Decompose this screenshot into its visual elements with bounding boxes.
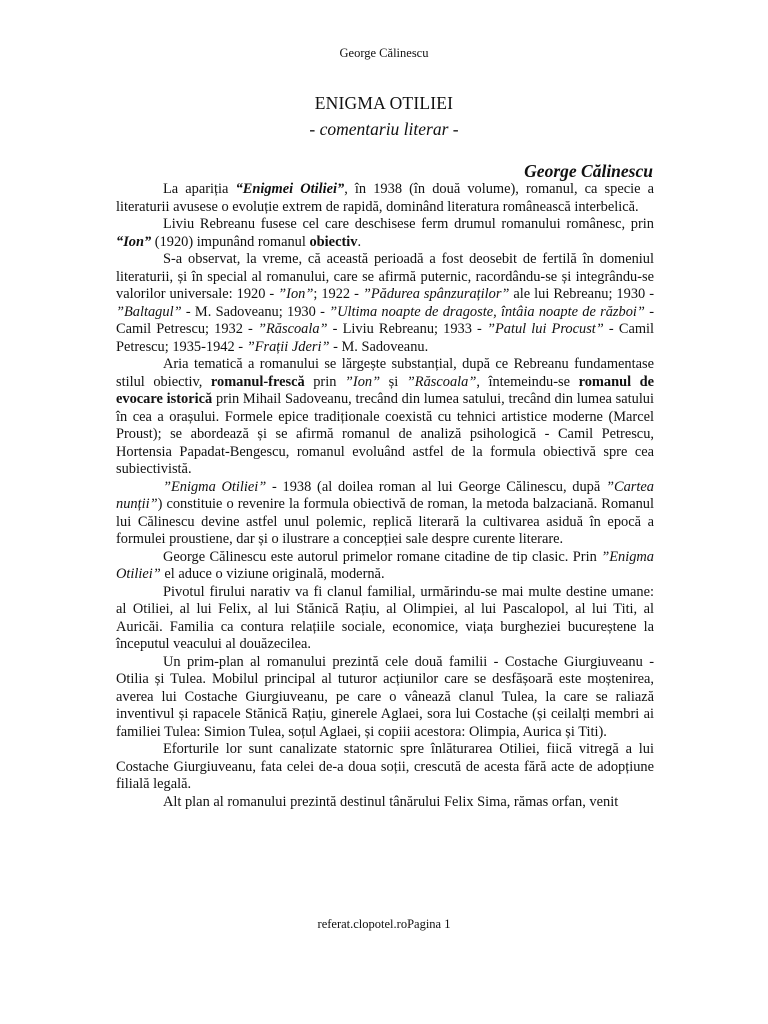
- italic-text: ”Pădurea spânzuraților”: [362, 286, 510, 302]
- document-title: ENIGMA OTILIEI: [314, 93, 454, 113]
- italic-text: ”Răscoala”: [406, 373, 477, 390]
- paragraph: [116, 356, 654, 479]
- text-run: Pivotul firului narativ va fi clanul familial, urmărindu-se mai multe destine umane: al Otiliei, al lui Felix, al lui Stănică Rațiu, al Olimpiei, al lui Pascalopol, al lui Titi, al Auricăi. Familia ca contura relațiile sociale, economice, viața burgheziei bucureștene la începutul veacului al douăzecilea.: [116, 583, 654, 652]
- text-run: - 1938 (al doilea roman al lui George Călinescu, după: [266, 478, 606, 495]
- text-run: La apariția: [163, 181, 236, 197]
- italic-text: ”Enigma Otiliei”: [163, 478, 267, 495]
- italic-text: ”Ion”: [278, 286, 314, 302]
- text-run: Aria tematică a romanului se lărgește substanțial, după ce Rebreanu fundamentase stilul obiectiv,: [116, 356, 654, 390]
- bold-text: romanul-frescă: [210, 373, 305, 390]
- running-header: George Călinescu: [339, 46, 429, 60]
- text-run: și: [380, 373, 407, 390]
- italic-text: ”Cartea nunții”: [116, 478, 654, 512]
- text-run: Un prim-plan al romanului prezintă cele două familii - Costache Giurgiuveanu - Otilia și Tulea. Mobilul principal al tuturor acțiunilor care se desfășoară este moștenirea, averea lui Costache Giurgiuveanu, pe care o vânează clanul Tulea, la care se raliază inventivul și rapacele Stănică Rațiu, ginerele Aglaei, sora lui Costache (și ceilalți membri ai familiei Tulea: Simion Tulea, soțul Aglaei, și copiii acestora: Olimpia, Aurica și Titi).: [116, 653, 654, 740]
- text-run: - Camil Petrescu; 1932 -: [116, 303, 654, 337]
- italic-text: ”Ultima noapte de dragoste, întâia noapte de război”: [329, 303, 645, 320]
- italic-text: ”Ion”: [344, 373, 381, 390]
- text-run: prin Mihail Sadoveanu, trecând din lumea satului, trecând din lumea satului în cea a orașului. Formele epice tradiționale coexistă cu tehnici artistice moderne (Marcel Proust); se abordează și se afirmă romanul de analiză psihologică - Camil Petrescu, Hortensia Papadat-Bengescu, romanul evoluând astfel de la formula obiectivă spre cea subiectivistă.: [116, 391, 655, 477]
- bold-italic-text: [236, 181, 345, 197]
- paragraph: [116, 584, 654, 654]
- italic-text: ”Baltagul”: [116, 303, 182, 320]
- text-run: - Camil Petrescu; 1935-1942 -: [116, 321, 655, 355]
- paragraph: [116, 251, 654, 356]
- text-run: Alt plan al romanului prezintă destinul tânărului Felix Sima, rămas orfan, venit: [163, 793, 619, 810]
- text-run: ) constituie o revenire la formula obiectivă de roman, la metoda balzaciană. Romanul lui Călinescu devine astfel unul polemic, replică literară la cultivarea asiduă în epocă a formulei proustiene, dar și o ilustrare a concepției sale despre curente literare.: [116, 496, 654, 547]
- text-run: - M. Sadoveanu.: [329, 338, 429, 355]
- text-run: prin: [304, 373, 345, 390]
- text-run: .: [357, 233, 362, 250]
- italic-text: ”Patul lui Procust”: [486, 321, 604, 337]
- text-run: , în 1938 (în două volume), romanul, ca specie a literaturii avusese o evoluție extrem de rapidă, dominând literatura românească interbelică.: [116, 181, 654, 215]
- italic-text: ”Frații Jderi”: [246, 338, 330, 355]
- paragraph: [116, 741, 654, 794]
- paragraph: [116, 794, 654, 812]
- text-run: George Călinescu este autorul primelor romane citadine de tip clasic. Prin: [163, 548, 602, 565]
- text-run: (1920) impunând romanul: [151, 233, 310, 250]
- text-run: - Liviu Rebreanu; 1933 -: [327, 321, 487, 337]
- italic-text: ”Enigma Otiliei”: [116, 548, 654, 582]
- bold-italic-text: [116, 234, 151, 250]
- text-run: - M. Sadoveanu; 1930 -: [181, 303, 330, 320]
- text-run: S-a observat, la vreme, că această perioadă a fost deosebit de fertilă în domeniul literaturii, și în special al romanului, care se afirmă puternic, racordându-se și integrându-se valorilor universale: 1920 -: [116, 251, 654, 302]
- paragraph: [116, 549, 654, 584]
- text-run: ale lui Rebreanu; 1930 -: [509, 286, 654, 302]
- document-subtitle: - comentariu literar -: [309, 119, 459, 139]
- body-text: [116, 181, 654, 811]
- paragraph: [116, 216, 654, 251]
- page-footer: referat.clopotel.roPagina 1: [317, 917, 451, 931]
- text-run: , întemeindu-se: [476, 373, 579, 390]
- document-author: George Călinescu: [524, 161, 653, 181]
- paragraph: [116, 479, 654, 549]
- text-run: Eforturile lor sunt canalizate statornic spre înlăturarea Otiliei, fiică vitregă a lui Costache Giurgiuveanu, fata celei de-a doua soții, crescută de acesta fără acte de adopțiune filială legală.: [116, 741, 654, 792]
- emphasis-text: “Enigmei Otiliei”: [235, 181, 345, 197]
- paragraph: [116, 654, 654, 742]
- bold-text: obiectiv: [309, 233, 358, 250]
- italic-text: ”Răscoala”: [257, 321, 328, 337]
- text-run: el aduce o viziune originală, modernă.: [160, 566, 385, 582]
- text-run: ; 1922 -: [313, 286, 363, 302]
- paragraph: [116, 181, 654, 216]
- text-run: Liviu Rebreanu fusese cel care deschisese ferm drumul romanului românesc, prin: [163, 216, 654, 232]
- emphasis-text: “Ion”: [116, 233, 152, 250]
- bold-text: romanul de evocare istorică: [116, 373, 654, 407]
